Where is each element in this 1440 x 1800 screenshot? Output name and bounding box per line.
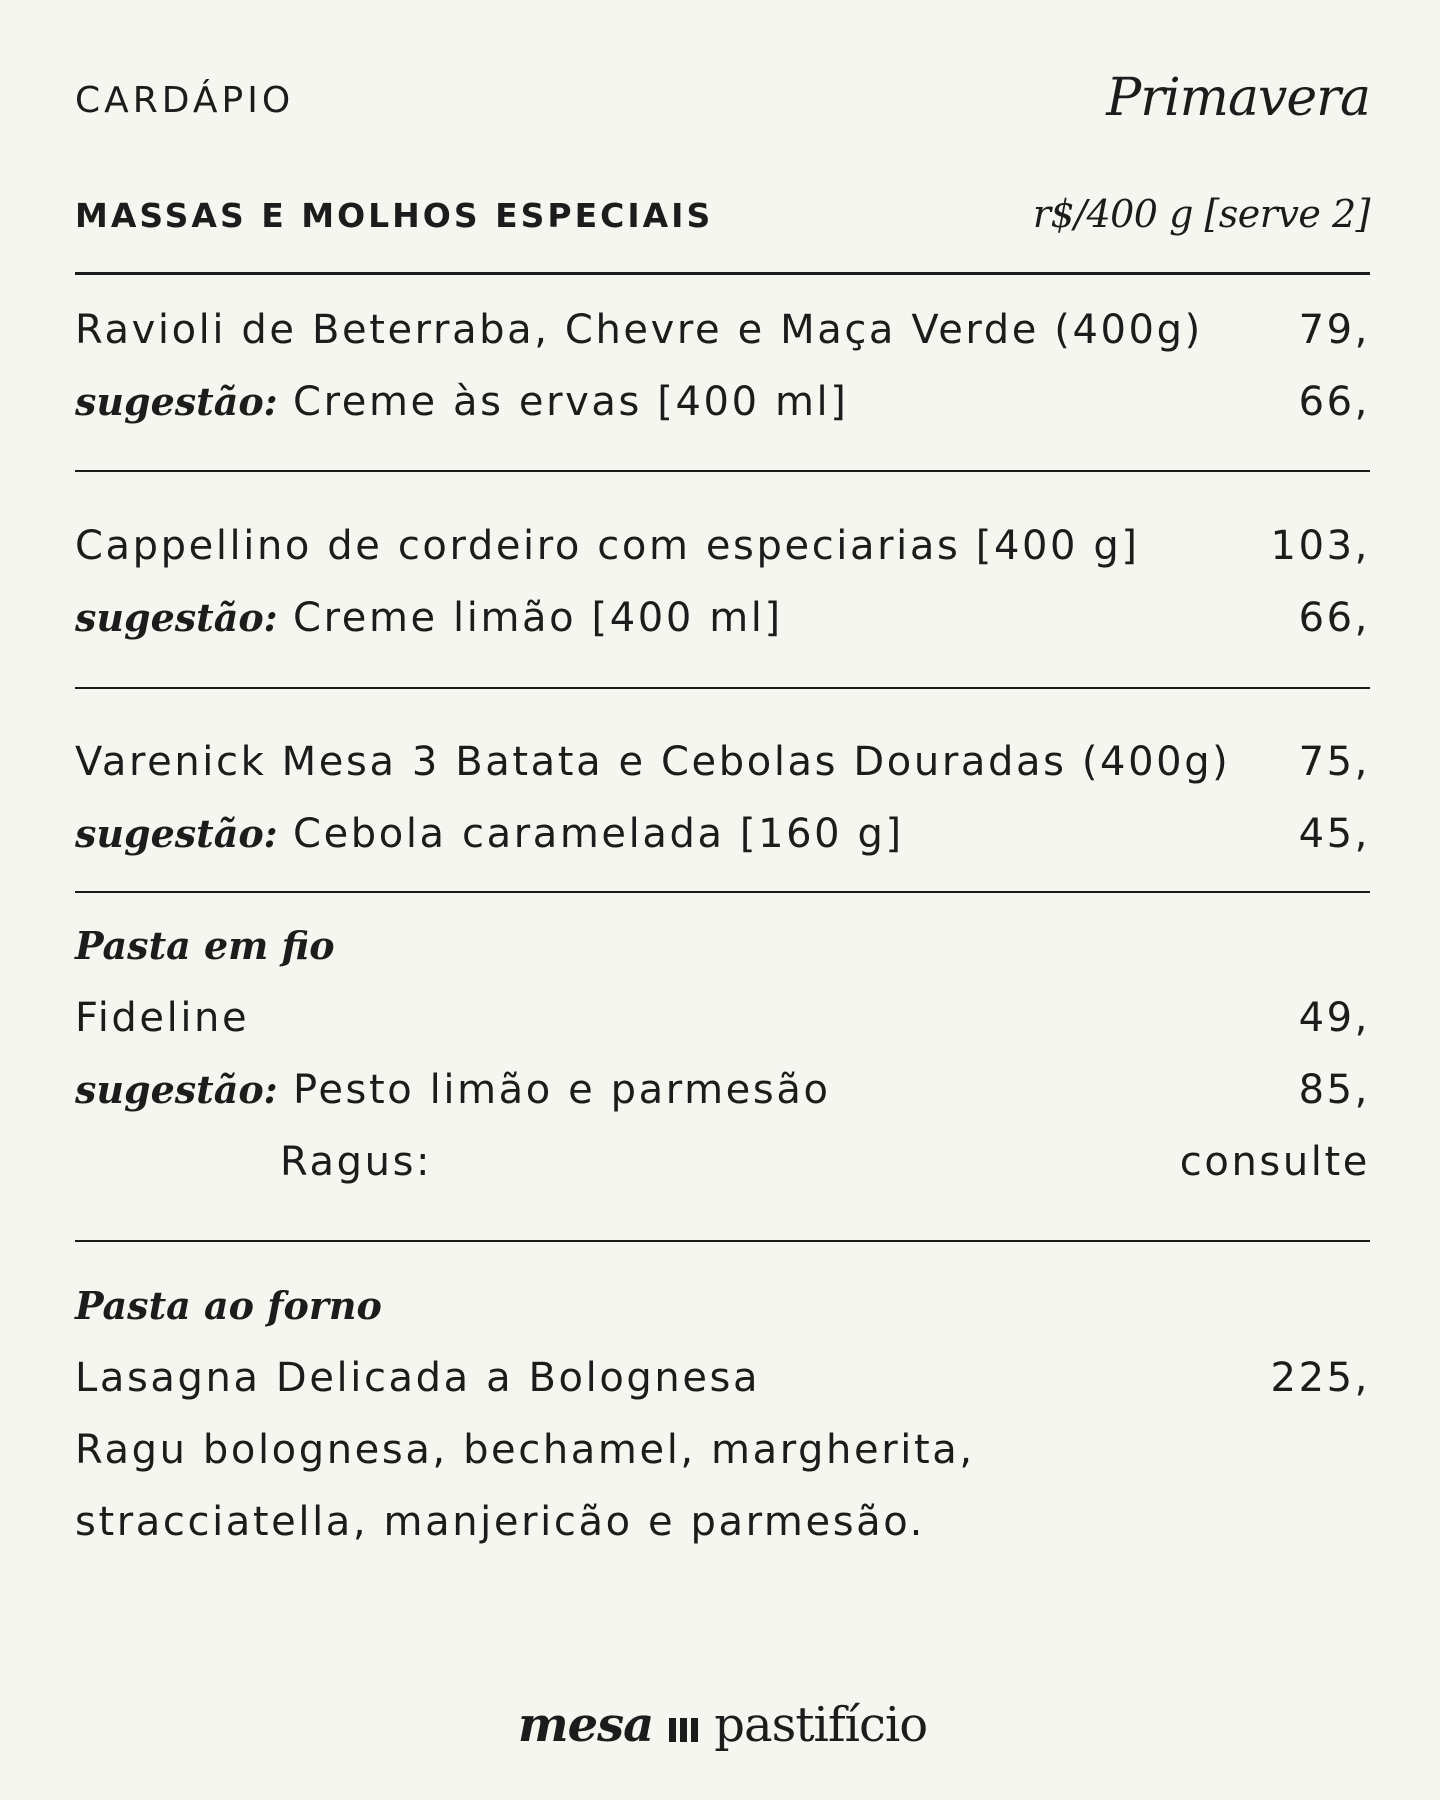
item-description: Ragu bolognesa, bechamel, margherita, (75, 1427, 975, 1473)
section-unit: r$/400 g [serve 2] (1032, 192, 1370, 236)
item-price: 75, (1298, 739, 1370, 785)
subsection-title: Pasta em fio (75, 923, 335, 968)
section-title: MASSAS E MOLHOS ESPECIAIS (75, 196, 714, 235)
item-price: 225, (1270, 1355, 1370, 1401)
menu-item-row (75, 990, 1370, 1046)
suggestion-label: sugestão: (75, 811, 278, 856)
menu-item-row (75, 1350, 1370, 1406)
suggestion-row (75, 590, 1370, 646)
divider (75, 272, 1370, 275)
brand-logo (75, 1690, 1370, 1760)
item-name: Cappellino de cordeiro com especiarias [400 g] (75, 523, 1140, 569)
divider (75, 687, 1370, 689)
item-description: stracciatella, manjericão e parmesão. (75, 1499, 925, 1545)
suggestion-row (75, 806, 1370, 862)
suggestion-label: sugestão: (75, 1067, 278, 1112)
suggestion-text (75, 374, 848, 430)
extra-row (75, 1134, 1370, 1190)
suggestion-price: 85, (1298, 1067, 1370, 1113)
suggestion-label: sugestão: (75, 379, 278, 424)
suggestion-row (75, 1062, 1370, 1118)
season-title: Primavera (1106, 68, 1370, 128)
divider (75, 891, 1370, 893)
brand-bars-icon (669, 1691, 702, 1761)
extra-label: Ragus: (280, 1139, 433, 1185)
item-name: Lasagna Delicada a Bolognesa (75, 1355, 761, 1401)
suggestion-text (75, 590, 783, 646)
subsection-title: Pasta ao forno (75, 1283, 382, 1328)
brand-name-part2: pastifício (714, 1697, 928, 1753)
section-header (75, 192, 1370, 240)
suggestion-name: Creme às ervas [400 ml] (293, 379, 849, 425)
brand-name-part1: mesa (517, 1697, 654, 1753)
suggestion-name: Cebola caramelada [160 g] (293, 811, 904, 857)
item-price: 49, (1298, 995, 1370, 1041)
suggestion-label: sugestão: (75, 595, 278, 640)
page-header (75, 68, 1370, 128)
suggestion-price: 66, (1298, 595, 1370, 641)
suggestion-name: Creme limão [400 ml] (293, 595, 783, 641)
menu-item-row (75, 734, 1370, 790)
suggestion-row (75, 374, 1370, 430)
item-name: Fideline (75, 995, 250, 1041)
menu-item-row (75, 518, 1370, 574)
item-name: Ravioli de Beterraba, Chevre e Maça Verde (400g) (75, 307, 1203, 353)
extra-price: consulte (1179, 1139, 1370, 1185)
divider (75, 1240, 1370, 1242)
divider (75, 470, 1370, 472)
suggestion-price: 66, (1298, 379, 1370, 425)
suggestion-text (75, 806, 904, 862)
menu-label: CARDÁPIO (75, 80, 295, 121)
suggestion-text (75, 1062, 831, 1118)
suggestion-name: Pesto limão e parmesão (293, 1067, 831, 1113)
menu-page (75, 0, 1370, 1800)
item-price: 103, (1270, 523, 1370, 569)
menu-item-row (75, 302, 1370, 358)
item-name: Varenick Mesa 3 Batata e Cebolas Douradas (400g) (75, 739, 1231, 785)
suggestion-price: 45, (1298, 811, 1370, 857)
item-price: 79, (1298, 307, 1370, 353)
